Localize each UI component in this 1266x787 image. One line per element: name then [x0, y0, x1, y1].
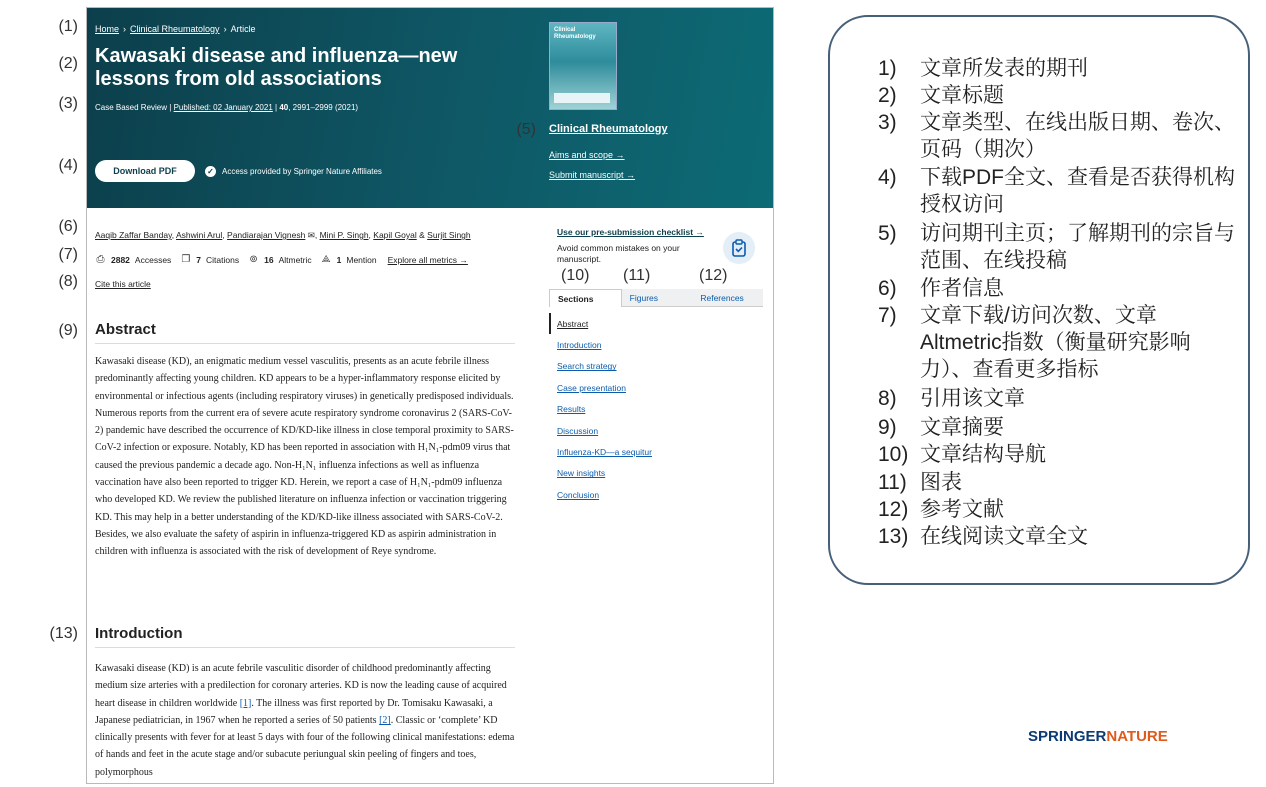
label-4: (4): [58, 157, 78, 174]
legend-item: [878, 55, 1238, 82]
legend-text: 作者信息: [920, 277, 1004, 300]
legend-number: 11): [878, 471, 907, 494]
breadcrumb-current: Article: [230, 24, 256, 34]
breadcrumb-journal[interactable]: Clinical Rheumatology: [130, 24, 220, 34]
journal-name-link[interactable]: Clinical Rheumatology: [549, 123, 668, 135]
toc-item-introduction[interactable]: [549, 334, 749, 355]
meta-separator: |: [275, 103, 280, 112]
legend-number: 8): [878, 387, 897, 410]
toc-label: Abstract: [557, 318, 589, 329]
logo-nature: NATURE: [1106, 728, 1168, 745]
toc-label: Results: [557, 404, 586, 415]
legend-item: [878, 109, 1238, 163]
legend-number: 12): [878, 498, 909, 521]
toc-label: New insights: [557, 468, 606, 479]
label-5: (5): [516, 121, 536, 138]
altmetric-count: 16: [264, 254, 274, 265]
breadcrumb-separator: ›: [223, 24, 227, 34]
toc-item-case-presentation[interactable]: [549, 377, 749, 398]
article-type: Case Based Review: [95, 103, 168, 112]
legend-text: 下载PDF全文、查看是否获得机构授权访问: [920, 166, 1235, 216]
label-9: (9): [58, 322, 78, 339]
legend-item: [878, 220, 1238, 274]
legend-text: 文章结构导航: [920, 443, 1046, 466]
submit-manuscript-link[interactable]: Submit manuscript →: [549, 170, 636, 180]
introduction-text: [95, 660, 515, 781]
legend-item: [878, 385, 1238, 412]
label-1: (1): [58, 18, 78, 35]
intro-part: . The illness was first reported by Dr. Tomisaku Kawasaki, a Japanese pediatrician, in 1967 when he reported a series of 50 patients: [95, 697, 493, 726]
toc-label: Discussion: [557, 425, 599, 436]
toc-item-new-insights[interactable]: [549, 463, 749, 484]
legend-text: 文章摘要: [920, 416, 1004, 439]
legend-number: 6): [878, 277, 897, 300]
article-page: [86, 7, 774, 784]
divider: [95, 343, 515, 344]
citations-count: 7: [196, 254, 202, 265]
cover-band: [554, 93, 610, 103]
intro-part: Kawasaki disease (KD) is an acute febrile vasculitic disorder of childhood predominantly affecting medium size arteries with a predilection for coronary arteries. KD is now the leading cause of acquired heart disease in children worldwide: [95, 663, 507, 709]
mention-label: Mention: [346, 254, 377, 265]
legend-number: 5): [878, 222, 897, 245]
article-header: [87, 8, 773, 208]
journal-cover[interactable]: [549, 22, 617, 110]
legend-text: 参考文献: [920, 498, 1004, 521]
altmetric-label: Altmetric: [278, 254, 312, 265]
access-info: [205, 166, 382, 177]
legend-text: 访问期刊主页；了解期刊的宗旨与范围、在线投稿: [920, 222, 1235, 272]
legend-number: 3): [878, 111, 897, 134]
checklist-link[interactable]: Use our pre-submission checklist →: [557, 227, 704, 237]
legend-item: [878, 82, 1238, 109]
author-link[interactable]: Pandiarajan Vignesh: [227, 230, 306, 240]
label-7: (7): [58, 246, 78, 263]
author-ampersand: &: [419, 230, 425, 240]
legend-item: [878, 523, 1238, 550]
legend-box: [828, 15, 1250, 585]
label-3: (3): [58, 95, 78, 112]
meta-separator: |: [169, 103, 174, 112]
quote-icon: ❐: [181, 254, 191, 265]
access-text: Access provided by Springer Nature Affiliates: [222, 167, 382, 176]
reference-link-2[interactable]: [2]: [379, 714, 391, 726]
toc-label: Influenza-KD—a sequitur: [557, 447, 652, 458]
reference-link-1[interactable]: [1]: [239, 697, 252, 709]
legend-item: [878, 496, 1238, 523]
cite-article-link[interactable]: Cite this article: [95, 279, 151, 289]
author-link[interactable]: Aaqib Zaffar Banday: [95, 230, 172, 240]
legend-text: 在线阅读文章全文: [920, 525, 1088, 548]
tab-references[interactable]: References: [692, 289, 763, 307]
accesses-count: 2882: [111, 254, 130, 265]
legend-item: [878, 275, 1238, 302]
legend-text: 文章下载/访问次数、文章Altmetric指数（衡量研究影响力）、查看更多指标: [920, 304, 1191, 381]
check-circle-icon: ✓: [205, 166, 216, 177]
toc-label: Conclusion: [557, 489, 600, 500]
legend-item: [878, 441, 1238, 468]
altmetric-icon: ⊚: [249, 254, 258, 265]
legend-number: 10): [878, 443, 909, 466]
legend-number: 7): [878, 304, 897, 327]
legend-number: 1): [878, 57, 897, 80]
cover-title: Clinical Rheumatology: [554, 27, 596, 40]
pages: , 2991–2999 (2021): [288, 103, 359, 112]
toc-label: Search strategy: [557, 361, 617, 372]
toc-label: Introduction: [557, 340, 602, 351]
breadcrumb: [95, 24, 256, 34]
legend-item: [878, 164, 1238, 218]
legend-number: 13): [878, 525, 909, 548]
label-13: (13): [49, 625, 78, 642]
clipboard-icon: [723, 232, 755, 264]
author-link[interactable]: Ashwini Arul: [175, 230, 223, 240]
introduction-heading: Introduction: [95, 625, 183, 642]
legend-number: 9): [878, 416, 897, 439]
legend-item: [878, 302, 1238, 383]
legend-number: 4): [878, 166, 897, 189]
citations-label: Citations: [206, 254, 240, 265]
mention-count: 1: [336, 254, 342, 265]
tab-sections[interactable]: Sections: [549, 289, 622, 307]
toc-label: Case presentation: [557, 382, 626, 393]
toc-item-conclusion[interactable]: [549, 484, 749, 505]
article-metrics: [95, 254, 468, 265]
label-8: (8): [58, 273, 78, 290]
abstract-heading: Abstract: [95, 321, 156, 338]
breadcrumb-home[interactable]: Home: [95, 24, 120, 34]
section-nav: [549, 313, 749, 506]
article-title: Kawasaki disease and influenza—new lessons from old associations: [95, 45, 458, 90]
legend-text: 引用该文章: [920, 387, 1025, 410]
legend-text: 文章所发表的期刊: [920, 57, 1088, 80]
tab-figures[interactable]: Figures: [622, 289, 693, 307]
breadcrumb-separator: ›: [123, 24, 127, 34]
toc-item-discussion[interactable]: [549, 420, 749, 441]
toc-item-results[interactable]: [549, 399, 749, 420]
legend-number: 2): [878, 84, 897, 107]
article-meta: [95, 103, 358, 112]
author-link[interactable]: Mini P. Singh: [319, 230, 369, 240]
divider: [95, 647, 515, 648]
label-12: (12): [699, 267, 728, 284]
logo-springer: SPRINGER: [1028, 728, 1107, 745]
volume: 40: [279, 103, 289, 112]
label-10: (10): [561, 267, 590, 284]
toc-item-search-strategy[interactable]: [549, 356, 749, 377]
mail-icon[interactable]: ✉: [307, 230, 315, 240]
download-icon: ⎙: [96, 254, 105, 265]
author-list: Aaqib Zaffar Banday, Ashwini Arul, Pandiarajan Vignesh ✉, Mini P. Singh, Kapil Goyal & Surjit Singh: [95, 230, 471, 240]
legend-text: 文章类型、在线出版日期、卷次、页码（期次）: [920, 111, 1235, 161]
springer-nature-logo: [1028, 728, 1168, 745]
legend-item: [878, 414, 1238, 441]
intro-part: . Classic or ‘complete’ KD clinically presents with fever for at least 5 days with four of the following clinical manifestations: edema of hands and feet in the acute stage and/or subacute periungual skin peeling of fingers and toes, polymorphous: [95, 714, 515, 778]
article-tabs: [549, 289, 763, 307]
abstract-text: Kawasaki disease (KD), an enigmatic medium vessel vasculitis, presents as an acute febrile illness predominantly affecting young children. KD appears to be a hyper-inflammatory response elicited by environmental or infectious agents (including respiratory viruses) in genetically predisposed individuals. Numerous reports from the current era of severe acute respiratory syndrome coronavirus 2 (SARS-CoV-2) pandemic have described the occurrence of KD/KD-like illness in close temporal proximity to SARS-CoV-2 infection or exposure. Notably, KD has been reported in association with H₁N₁-pdm09 virus that caused the previous pandemic a decade ago. Non-H₁N₁ influenza infections as well as influenza vaccination have also been reported to trigger KD. Herein, we report a case of H₁N₁-pdm09 influenza who developed KD. We review the published literature on influenza infection or vaccination triggering KD. This may help in a better understanding of the KD/KD-like illness associated with SARS-CoV-2. Besides, we also evaluate the safety of aspirin in influenza-triggered KD as aspirin administration in children with influenza is associated with the risk of development of Reye syndrome.: [95, 356, 514, 558]
label-6: (6): [58, 218, 78, 235]
download-pdf-button[interactable]: Download PDF: [95, 160, 195, 182]
label-2: (2): [58, 55, 78, 72]
toc-item-abstract[interactable]: [549, 313, 749, 334]
author-link[interactable]: Surjit Singh: [427, 230, 471, 240]
publish-date-link[interactable]: Published: 02 January 2021: [173, 103, 273, 112]
legend-text: 图表: [920, 471, 962, 494]
legend-item: [878, 469, 1238, 496]
legend-text: 文章标题: [920, 84, 1004, 107]
megaphone-icon: ⟁: [321, 254, 331, 265]
toc-item-influenza-kd[interactable]: [549, 441, 749, 462]
label-11: (11): [623, 267, 651, 284]
author-link[interactable]: Kapil Goyal: [373, 230, 417, 240]
accesses-label: Accesses: [134, 254, 172, 265]
aims-scope-link[interactable]: Aims and scope →: [549, 150, 625, 160]
checklist-text: Avoid common mistakes on your manuscript.: [557, 243, 680, 264]
explore-metrics-link[interactable]: Explore all metrics →: [387, 254, 468, 265]
